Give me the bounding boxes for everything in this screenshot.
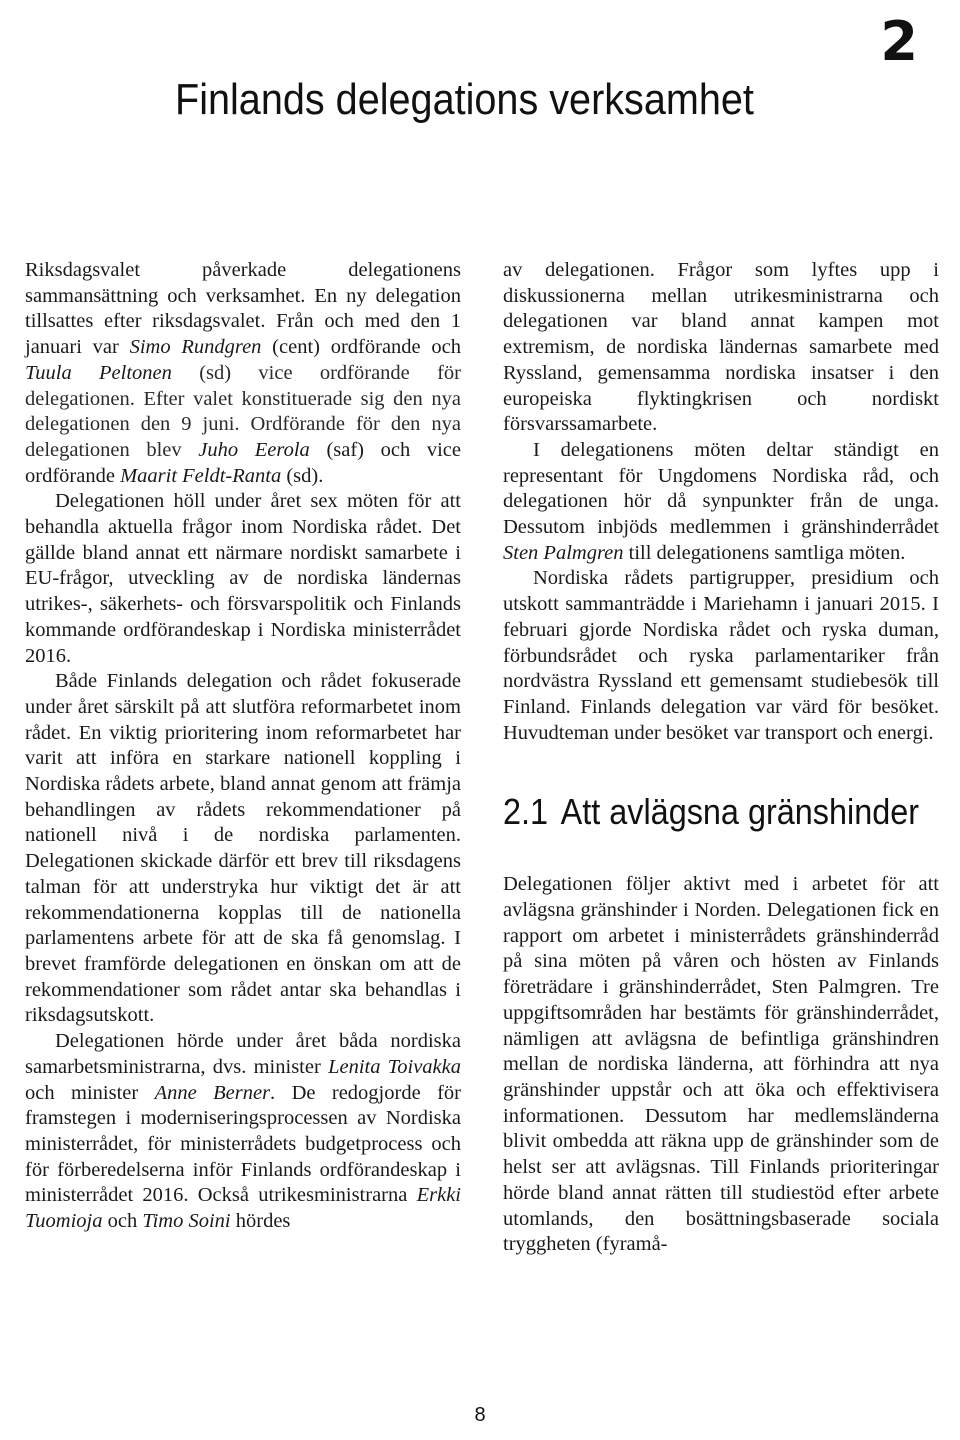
paragraph-border-obstacles: Delegationen följer aktivt med i arbetet för att avlägsna gränshinder i Norden. Delegationen fick en rapport om arbetet i ministerrådets gränshinderråd på sina möten på våren och hösten av Finlands företrädare i gränshinderrådet, Sten Palmgren. Tre uppgiftsområden har bestämts för gränshinderrådet, nämligen att avlägsna de befintliga gränshindren mellan de nordiska länderna, att förhindra att nya gränshinder uppstår och att öka och effektivisera informationen. Dessutom har medlemsländerna blivit ombedda att räkna upp de gränshinder som de helst ser att avlägsnas. Till Finlands prioriteringar hörde bland annat rätten till studiestöd efter arbete utomlands, den bosättningsbaserade sociala tryggheten (fyramå- [503,873,939,1256]
paragraph-youth-council [503,438,939,567]
text-run: (cent) ordförande och [261,336,462,359]
person-name: Lenita Toivakka [328,1055,462,1078]
right-column [503,258,939,1258]
section-number: 2.1 [503,791,549,833]
text-run: (saf) och vice ordförande [25,438,461,487]
text-run: (sd) vice ordförande för delegationen. Efter valet konstituerade sig den nya delegationen den 9 juni. Ordförande för den nya delegationen blev [25,361,461,461]
text-run: till delegationens samtliga möten. [623,541,906,564]
paragraph-delegation-composition [25,258,461,489]
text-run: och minister [25,1081,155,1104]
left-column [25,258,461,1235]
text-run: och [102,1210,143,1233]
text-run: . De redogjorde för framstegen i moderniseringsprocessen av Nordiska ministerrådet, för ministerrådets budgetprocess och för förberedelserna inför Finlands ordförandeskap i ministerrådet 2016. Också utrikesministrarna [25,1081,461,1207]
person-name: Anne Berner [154,1081,271,1104]
paragraph-foreign-ministers: av delegationen. Frågor som lyftes upp i diskussionerna mellan utrikesministrarna och delegationen var bland annat kampen mot extremism, de nordiska ländernas samarbete med Ryssland, gemensamma nordiska insatser i den europeiska flyktingkrisen och nordiskt försvarssamarbete. [503,259,939,436]
text-run: Riksdagsvalet påverkade delegationens sammansättning och verksamhet. En ny delegation tillsattes efter riksdagsvalet. Från och med den 1 januari var [25,259,461,359]
text-run: hördes [230,1210,291,1233]
paragraph-meetings: Delegationen höll under året sex möten för att behandla aktuella frågor inom Nordiska rådet. Det gällde bland annat ett närmare nordiskt samarbete i EU-frågor, utveckling av de nordiska ländernas utrikes-, säkerhets- och försvarspolitik och Finlands kommande ordförandeskap i Nordiska ministerrådet 2016. [25,490,461,667]
page-number: 8 [474,1404,486,1426]
person-name: Erkki Tuomioja [25,1184,461,1233]
chapter-title: Finlands delegations verksamhet [175,75,754,124]
paragraph-ministers [25,1029,461,1235]
text-run: (sd). [281,464,324,487]
chapter-number: 2 [880,10,918,73]
text-run: Delegationen hörde under året båda nordiska samarbetsministrarna, dvs. minister [25,1030,461,1078]
text-run: I delegationens möten deltar ständigt en representant för Ungdomens Nordiska råd, och delegationen hör då synpunkter från de unga. Dessutom inbjöds medlemmen i gränshinderrådet [503,438,939,539]
paragraph-party-groups: Nordiska rådets partigrupper, presidium och utskott sammanträdde i Mariehamn i januari 2015. I februari gjorde Nordiska rådet och ryska duman, förbundsrådet och ryska parlamentariker från nordvästra Ryssland ett gemensamt studiebesök till Finland. Finlands delegation var värd för besöket. Huvudteman under besöket var transport och energi. [503,567,939,744]
person-name: Sten Palmgren [503,541,624,564]
person-name: Maarit Feldt-Ranta [120,464,282,487]
person-name: Tuula Peltonen [25,361,172,384]
person-name: Timo Soini [142,1210,231,1233]
section-heading [503,790,920,834]
section-title: Att avlägsna gränshinder [560,791,920,833]
paragraph-reform: Både Finlands delegation och rådet fokuserade under året särskilt på att slutföra reformarbetet inom rådet. En viktig prioritering inom reformarbetet har varit att införa en starkare nationell koppling i Nordiska rådets arbete, bland annat genom att främja behandlingen av rådets rekommendationer på nationell nivå i de nordiska parlamenten. Delegationen skickade därför ett brev till riksdagens talman för att understryka hur viktigt det är att rekommendationerna kopplas till de nationella parlamentens arbete för att de ska få genomslag. I brevet framförde delegationen en önskan om att de rekommendationer som rådet antar ska behandlas i riksdagsutskott. [25,670,461,1027]
person-name: Juho Eerola [198,438,310,461]
person-name: Simo Rundgren [129,336,262,359]
